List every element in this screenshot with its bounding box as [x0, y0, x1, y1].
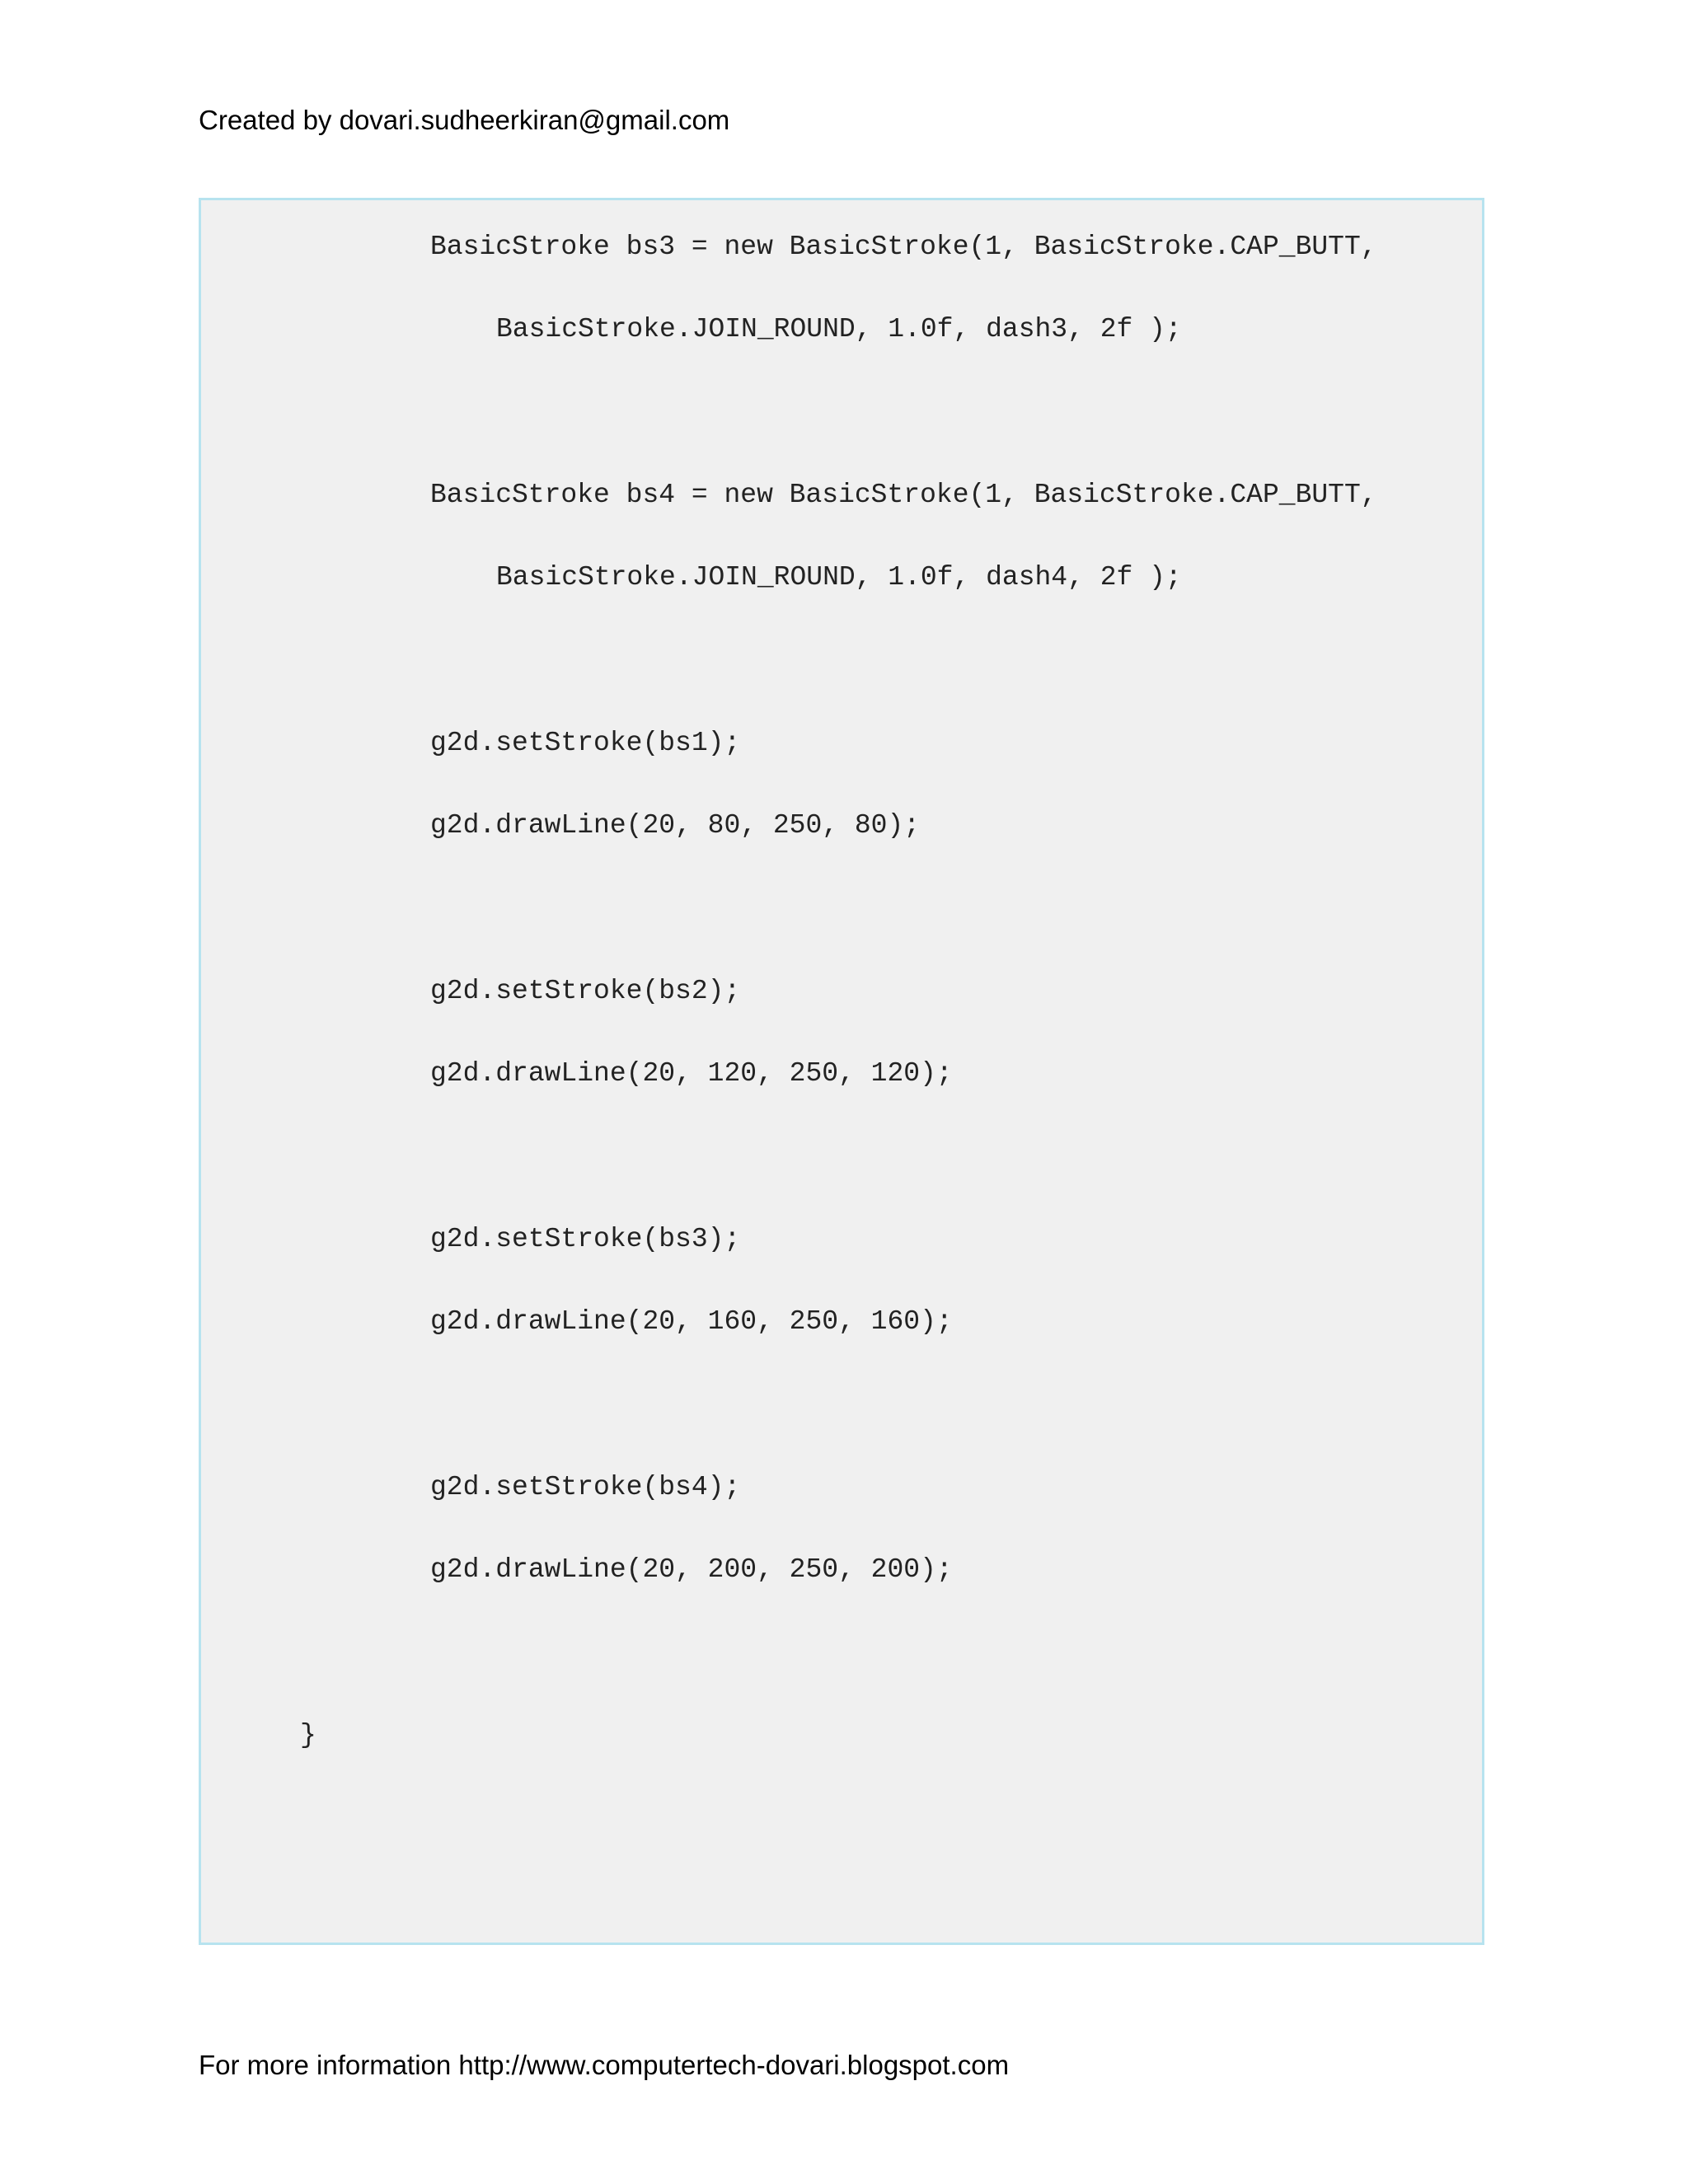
code-line: g2d.drawLine(20, 200, 250, 200); [430, 1554, 953, 1585]
code-line: BasicStroke bs4 = new BasicStroke(1, BasicStroke.CAP_BUTT, [430, 480, 1377, 510]
code-line: g2d.setStroke(bs1); [430, 728, 741, 758]
code-block [199, 198, 1484, 1945]
code-line: } [300, 1720, 316, 1750]
code-line: BasicStroke bs3 = new BasicStroke(1, BasicStroke.CAP_BUTT, [430, 232, 1377, 262]
code-line: g2d.setStroke(bs3); [430, 1224, 741, 1254]
page-footer: For more information http://www.computertech-dovari.blogspot.com [199, 2050, 1010, 2080]
code-line: BasicStroke.JOIN_ROUND, 1.0f, dash4, 2f ); [496, 562, 1182, 593]
page-header: Created by dovari.sudheerkiran@gmail.com [199, 105, 730, 135]
code-line: g2d.setStroke(bs2); [430, 976, 741, 1006]
code-line: g2d.setStroke(bs4); [430, 1472, 741, 1502]
code-line: g2d.drawLine(20, 160, 250, 160); [430, 1306, 953, 1337]
code-line: g2d.drawLine(20, 120, 250, 120); [430, 1058, 953, 1089]
code-line: g2d.drawLine(20, 80, 250, 80); [430, 810, 921, 841]
code-line: BasicStroke.JOIN_ROUND, 1.0f, dash3, 2f ); [496, 314, 1182, 344]
